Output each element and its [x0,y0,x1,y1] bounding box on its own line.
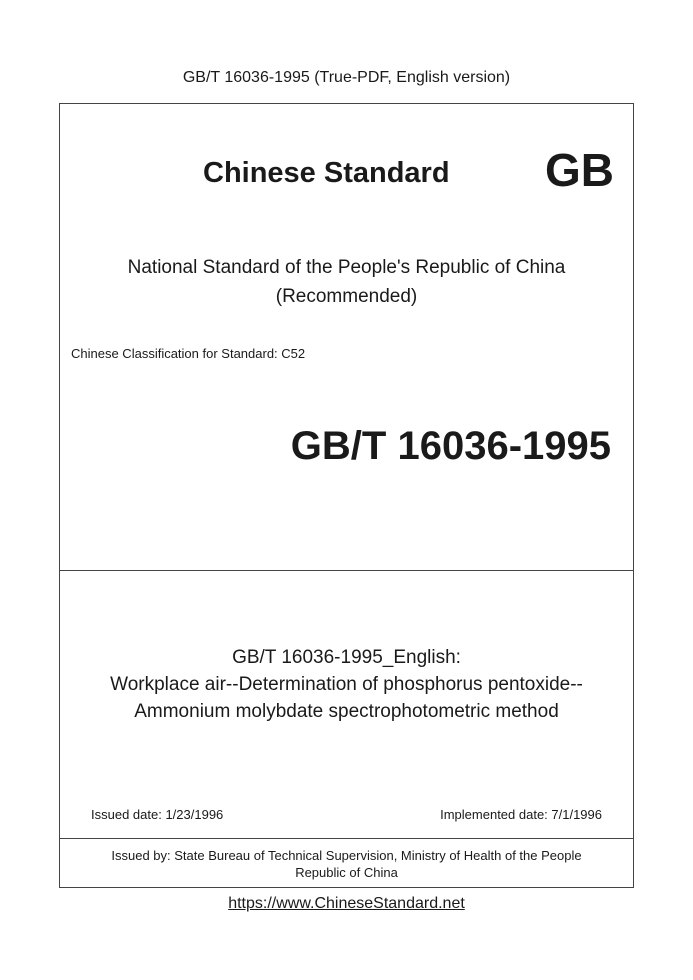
implemented-date: Implemented date: 7/1/1996 [440,807,602,822]
cover-title-section [60,571,633,839]
gb-mark: GB [545,144,614,196]
document-title [60,644,633,725]
chinese-standard-heading: Chinese Standard [203,157,450,189]
page-header: GB/T 16036-1995 (True-PDF, English version) [182,69,511,86]
issued-date: Issued date: 1/23/1996 [91,807,224,822]
title-line-3: Ammonium molybdate spectrophotometric method [134,701,559,722]
issuer-line-1: Issued by: State Bureau of Technical Supervision, Ministry of Health of the People [111,848,582,863]
title-line-1: GB/T 16036-1995_English: [232,647,461,668]
recommended-line: (Recommended) [275,286,418,307]
classification-text: Chinese Classification for Standard: C52 [71,346,306,361]
issuer-line-2: Republic of China [295,865,398,880]
footer [0,894,693,914]
title-line-2: Workplace air--Determination of phosphorus pentoxide-- [110,674,583,695]
issuer-section [60,839,633,886]
cover-top-section [60,104,633,571]
national-standard-line: National Standard of the People's Republic of China [127,257,566,278]
cover-frame [59,103,634,888]
document-number: GB/T 16036-1995 [290,424,611,468]
website-link[interactable]: https://www.ChineseStandard.net [228,895,465,912]
